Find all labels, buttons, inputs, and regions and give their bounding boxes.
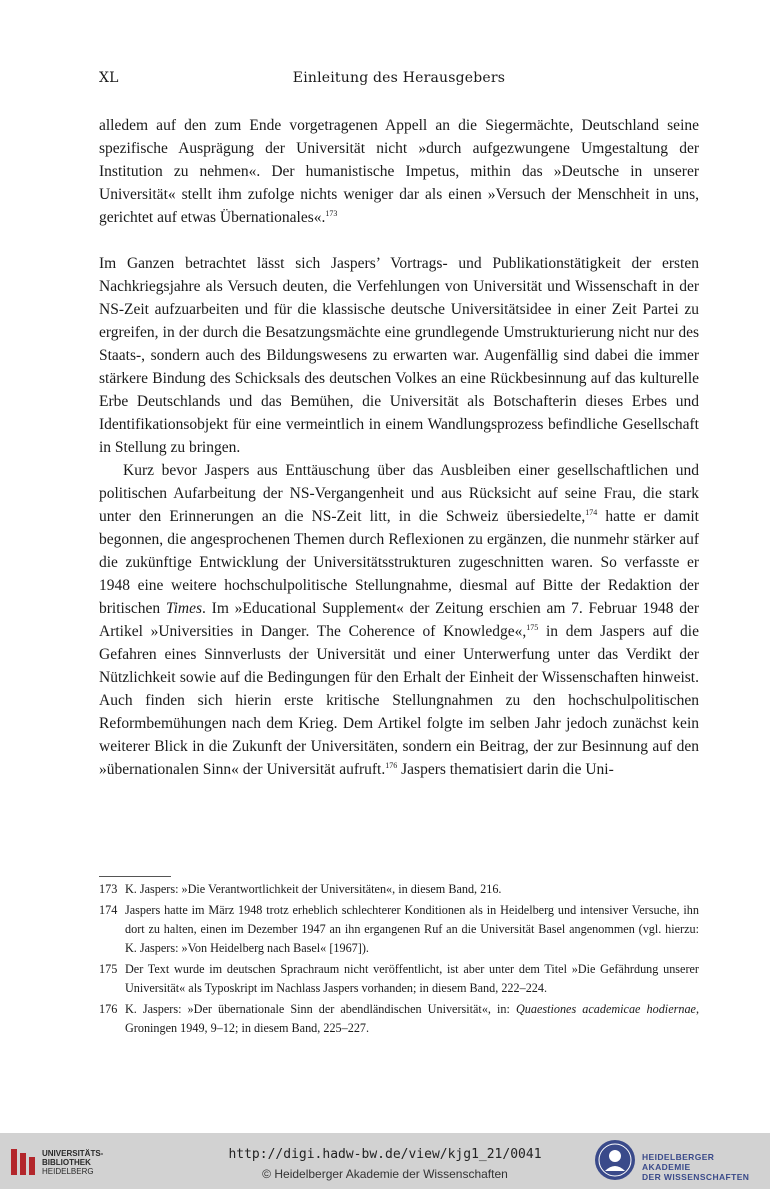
- footnote: [99, 960, 699, 998]
- permalink-url[interactable]: http://digi.hadw-bw.de/view/kjg1_21/0041: [228, 1147, 542, 1162]
- paragraph-3-text-b: hatte er damit begonnen, die angesprochenen Themen durch Reflexionen zu ergänzen, die nunmehr stärker auf die zukünftige Entwicklung der Universitätsstrukturen zugeschnitten waren. So verfasste er 1948 eine weitere hochschulpolitische Stellungnahme, diesmal auf Bitte der Redaktion der britischen: [99, 508, 699, 617]
- footnote-text-b: , Groningen 1949, 9–12; in diesem Band, 225–227.: [125, 1002, 699, 1035]
- paragraph-3-text-e: Jaspers thematisiert darin die Uni-: [397, 761, 614, 778]
- hadw-logo-text: [642, 1152, 764, 1182]
- hadw-line-2: DER WISSENSCHAFTEN: [642, 1172, 750, 1182]
- running-title: Einleitung des Herausgebers: [292, 70, 506, 86]
- footnote-number: 173: [99, 882, 118, 896]
- footnote-ref-176: 176: [385, 761, 398, 770]
- footnote-text: Der Text wurde im deutschen Sprachraum nicht veröffentlicht, ist aber unter dem Titel »Die Gefährdung unserer Universität« als Typoskript im Nachlass Jaspers vorhanden; in diesem Band, 222–224.: [125, 962, 699, 995]
- ub-line-1: UNIVERSITÄTS-: [42, 1149, 104, 1158]
- paragraph-2: Im Ganzen betrachtet lässt sich Jaspers’ Vortrags- und Publikationstätigkeit der ersten Nachkriegsjahre als Versuch deuten, die Verfehlungen von Universität und Wissenschaft in der NS-Zeit aufzuarbeiten und für die klassische deutsche Universitätsidee in einer Zeit Partei zu ergreifen, in der durch die Besatzungsmächte eine grundlegende Umstrukturierung nicht nur des Staats-, sondern auch des Bildungswesens zu erwarten war. Augenfällig sind dabei die immer stärkere Bindung des Schicksals des deutschen Volkes an eine Rückbesinnung auf das kulturelle Erbe Deutschlands und das Bemühen, die Universität als Botschafterin dieses Erbes und Identifikationsobjekt für eine vermeintlich in einem Wandlungsprozess befindliche Gesellschaft in Stellung zu bringen.: [99, 255, 699, 456]
- paragraph-3-text-c: . Im »Educational Supplement« der Zeitung erschien am 7. Februar 1948 der Artikel »Universities in Danger. The Coherence of Knowledge«,: [99, 600, 699, 640]
- page-number: XL: [99, 70, 119, 86]
- paragraph-3-text-a: Kurz bevor Jaspers aus Enttäuschung über das Ausbleiben einer gesellschaftlichen und politischen Aufarbeitung der NS-Vergangenheit und aus Rücksicht auf seine Frau, die stark unter den Erinnerungen an die NS-Zeit litt, in die Schweiz übersiedelte,: [99, 462, 699, 525]
- paragraph-1: [99, 114, 699, 229]
- footnote-number: 175: [99, 962, 118, 976]
- footnote-text: [125, 1000, 699, 1038]
- footnote-ref-174: 174: [585, 508, 598, 517]
- footnote-number: 176: [99, 1002, 118, 1016]
- footnote-ref-175: 175: [526, 623, 539, 632]
- footnote-text: Jaspers hatte im März 1948 trotz erheblich schlechterer Konditionen als in Heidelberg und intensiver Versuche, ihn dort zu halten, einen im Dezember 1947 an ihn ergangenen Ruf an die Universität Basel angenommen (vgl. hierzu: K. Jaspers: »Von Heidelberg nach Basel« [1967]).: [125, 903, 699, 955]
- footnote: [99, 1000, 699, 1038]
- footnote-text-a: K. Jaspers: »Der übernationale Sinn der abendländischen Universität«, in:: [125, 1002, 516, 1016]
- times-title: Times: [165, 600, 203, 617]
- hadw-seal-icon: [594, 1139, 636, 1181]
- footnote: [99, 901, 699, 958]
- hadw-line-1: HEIDELBERGER AKADEMIE: [642, 1152, 715, 1172]
- footnote-text: K. Jaspers: »Die Verantwortlichkeit der Universitäten«, in diesem Band, 216.: [125, 882, 502, 896]
- paragraph-3-text-d: in dem Jaspers auf die Gefahren eines Sinnverlusts der Universität und einer Unterwerfung unter das Verdikt der Nützlichkeit sowie auf die Bedingungen für den Erhalt der Einheit der Wissenschaften hinweist. Auch finden sich hierin erste kritische Stellungnahmen zu den hochschulpolitischen Reformbemühungen nach dem Krieg. Dem Artikel folgte im selben Jahr jedoch zunächst kein weiterer Blick in die Zukunft der Universitäten, sondern ein Beitrag, der zur Besinnung auf den »übernationalen Sinn« der Universität aufruft.: [99, 623, 699, 778]
- page-header: [99, 70, 699, 92]
- ub-line-2: BIBLIOTHEK: [42, 1158, 91, 1167]
- footnote-divider: [99, 876, 171, 877]
- footnote-italic-title: Quaestiones academicae hodiernae: [515, 1002, 696, 1016]
- paragraph-3: [99, 459, 699, 781]
- footnotes: [99, 880, 699, 1040]
- hadw-logo[interactable]: [594, 1139, 764, 1183]
- viewer-footer: [0, 1133, 770, 1189]
- body-text: [99, 114, 699, 781]
- footnote: [99, 880, 699, 899]
- ub-line-3: HEIDELBERG: [42, 1167, 94, 1176]
- paragraph-1-text: alledem auf den zum Ende vorgetragenen Appell an die Siegermächte, Deutschland seine spezifische Ausprägung der Universität nicht »durch aufgezwungene Umgestaltung der Institution zu nehmen«. Der humanistische Impetus, mithin das »Deutsche in unserer Universität« stellt ihm zufolge nichts weniger dar als einen »Versuch der Menschheit in uns, gerichtet auf etwas Übernationales«.: [99, 117, 699, 226]
- footnote-number: 174: [99, 903, 118, 917]
- footnote-ref-173: 173: [325, 209, 338, 218]
- copyright-notice: © Heidelberger Akademie der Wissenschaften: [262, 1167, 508, 1181]
